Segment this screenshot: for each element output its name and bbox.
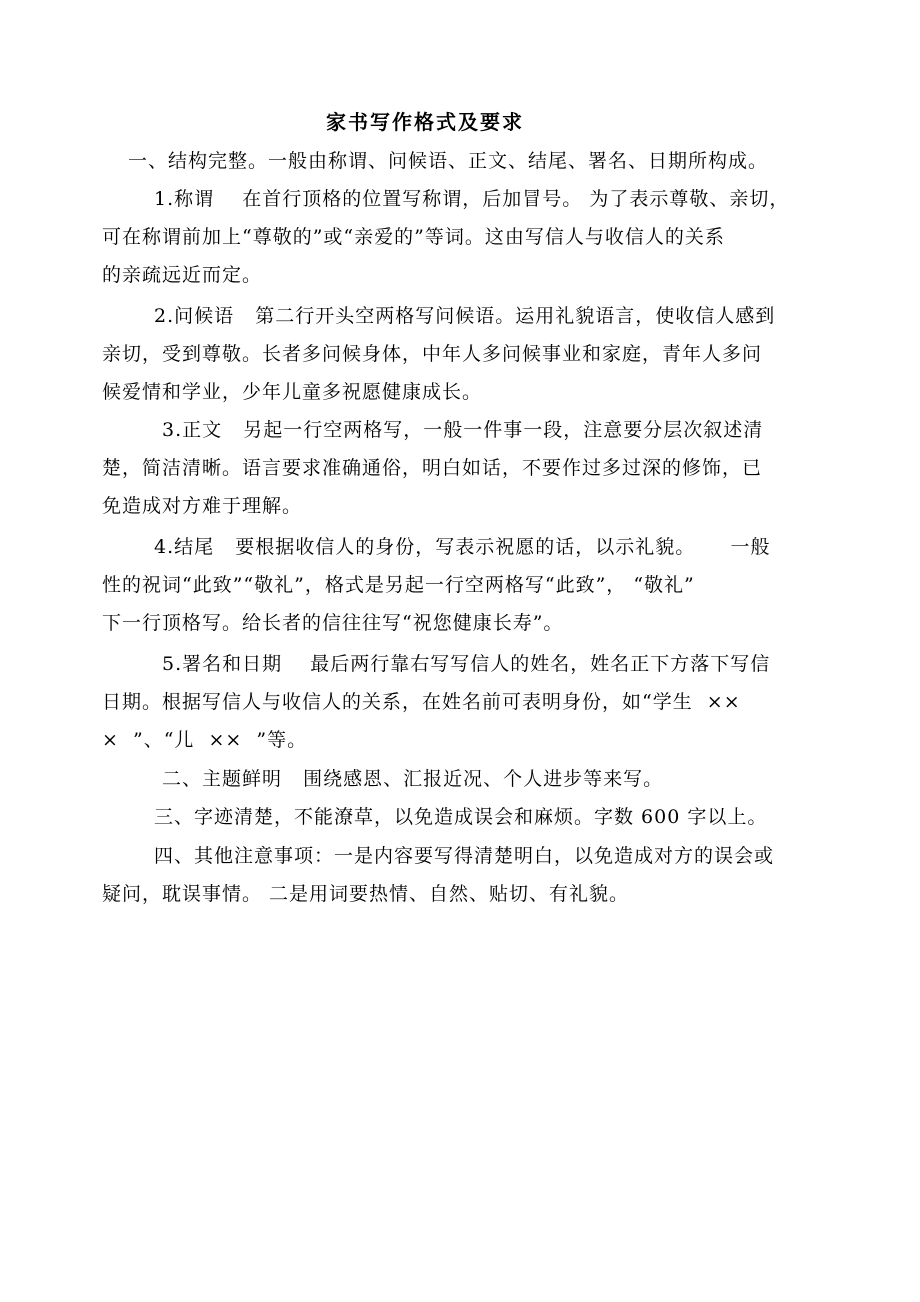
item-2-line-3: 候爱情和学业，少年儿童多祝愿健康成长。 [102,381,483,403]
item-5-line-2: 日期。根据写信人与收信人的关系，在姓名前可表明身份，如“学生 ×× [102,691,741,713]
item-1-line-2: 可在称谓前加上“尊敬的”或“亲爱的”等词。这由写信人与收信人的关系 [102,226,725,248]
section-4-line-1: 四、其他注意事项：一是内容要写得清楚明白，以免造成对方的误会或 [154,845,775,867]
section-1-heading: 一、结构完整。一般由称谓、问候语、正文、结尾、署名、日期所构成。 [128,150,769,172]
item-1-line-3: 的亲疏远近而定。 [102,264,263,286]
section-4-line-2: 疑问，耽误事情。 二是用词要热情、自然、贴切、有礼貌。 [102,883,630,905]
item-5-line-3: × ”、“儿 ×× ”等。 [102,729,308,751]
item-4-line-2: 性的祝词“此致”“敬礼”，格式是另起一行空两格写“此致”， “敬礼” [102,574,695,596]
item-3-line-3: 免造成对方难于理解。 [102,495,303,517]
section-2-heading: 二、主题鲜明 围绕感恩、汇报近况、个人进步等来写。 [162,768,664,790]
item-4-line-3: 下一行顶格写。给长者的信往往写“祝您健康长寿”。 [102,612,564,634]
item-1-line-1: 1.称谓 在首行顶格的位置写称谓，后加冒号。 为了表示尊敬、亲切， [154,188,790,210]
item-2-line-2: 亲切，受到尊敬。长者多问候身体，中年人多问候事业和家庭，青年人多问 [102,343,763,365]
item-4-line-1: 4.结尾 要根据收信人的身份，写表示祝愿的话，以示礼貌。 一般 [154,536,771,558]
item-2-line-1: 2.问候语 第二行开头空两格写问候语。运用礼貌语言，使收信人感到 [154,305,776,327]
section-3-heading: 三、字迹清楚，不能潦草，以免造成误会和麻烦。字数 600 字以上。 [154,806,768,828]
item-3-line-2: 楚，简洁清晰。语言要求准确通俗，明白如话，不要作过多过深的修饰，已 [102,457,763,479]
document-title: 家书写作格式及要求 [326,110,524,134]
item-5-line-1: 5.署名和日期 最后两行靠右写写信人的姓名，姓名正下方落下写信 [162,653,771,675]
item-3-line-1: 3.正文 另起一行空两格写，一般一件事一段，注意要分层次叙述清 [162,419,764,441]
